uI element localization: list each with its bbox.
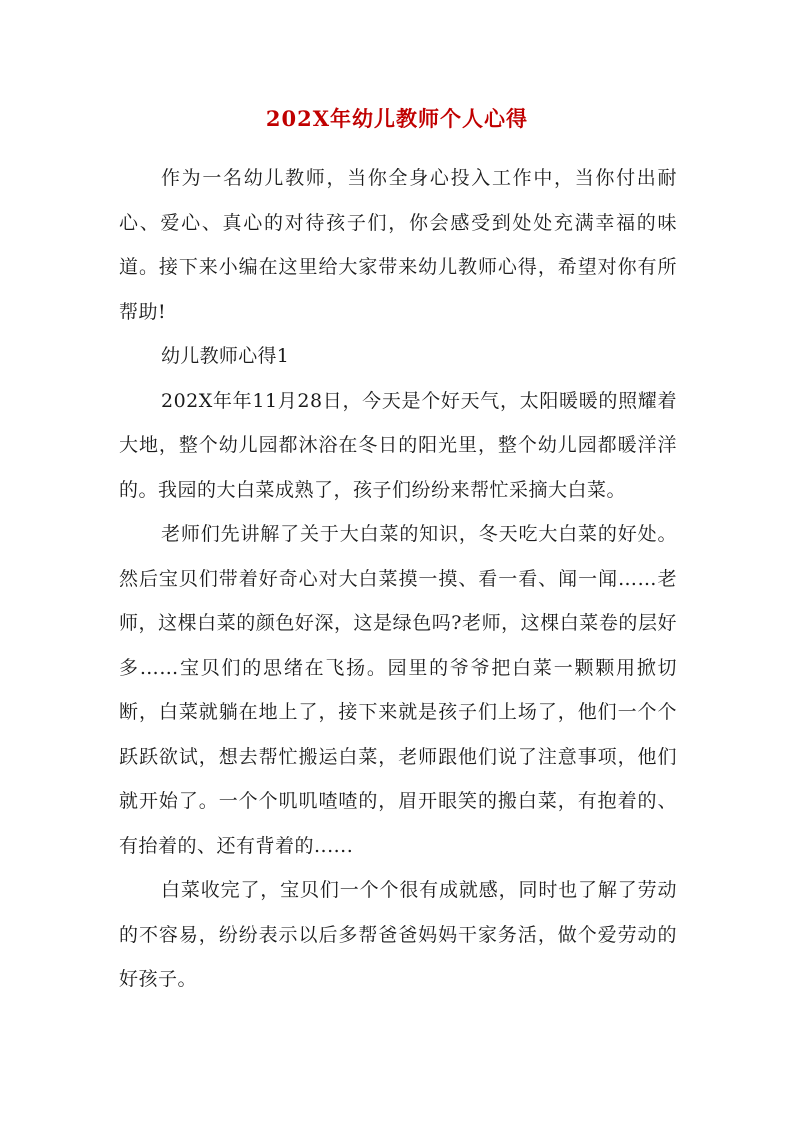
body-paragraph: 202X年年11月28日，今天是个好天气，太阳暖暖的照耀着大地，整个幼儿园都沐浴在冬日的阳光里，整个幼儿园都暖洋洋的。我园的大白菜成熟了，孩子们纷纷来帮忙采摘大白菜。 (119, 389, 677, 501)
section-heading: 幼儿教师心得1 (161, 345, 290, 367)
body-paragraph: 白菜收完了，宝贝们一个个很有成就感，同时也了解了劳动的不容易，纷纷表示以后多帮爸爸妈妈干家务活，做个爱劳动的好孩子。 (119, 879, 677, 990)
body-paragraph: 老师们先讲解了关于大白菜的知识，冬天吃大白菜的好处。然后宝贝们带着好奇心对大白菜摸一摸、看一看、闻一闻……老师，这棵白菜的颜色好深，这是绿色吗?老师，这棵白菜卷的层好多……宝贝们的思绪在飞扬。园里的爷爷把白菜一颗颗用掀切断，白菜就躺在地上了，接下来就是孩子们上场了，他们一个个跃跃欲试，想去帮忙搬运白菜，老师跟他们说了注意事项，他们就开始了。一个个叽叽喳喳的，眉开眼笑的搬白菜，有抱着的、有抬着的、还有背着的...... (119, 523, 677, 857)
intro-paragraph: 作为一名幼儿教师，当你全身心投入工作中，当你付出耐心、爱心、真心的对待孩子们，你会感受到处处充满幸福的味道。接下来小编在这里给大家带来幼儿教师心得，希望对你有所帮助! (119, 167, 677, 323)
document-body (119, 156, 677, 1002)
document-title: 202X年幼儿教师个人心得 (265, 106, 529, 131)
